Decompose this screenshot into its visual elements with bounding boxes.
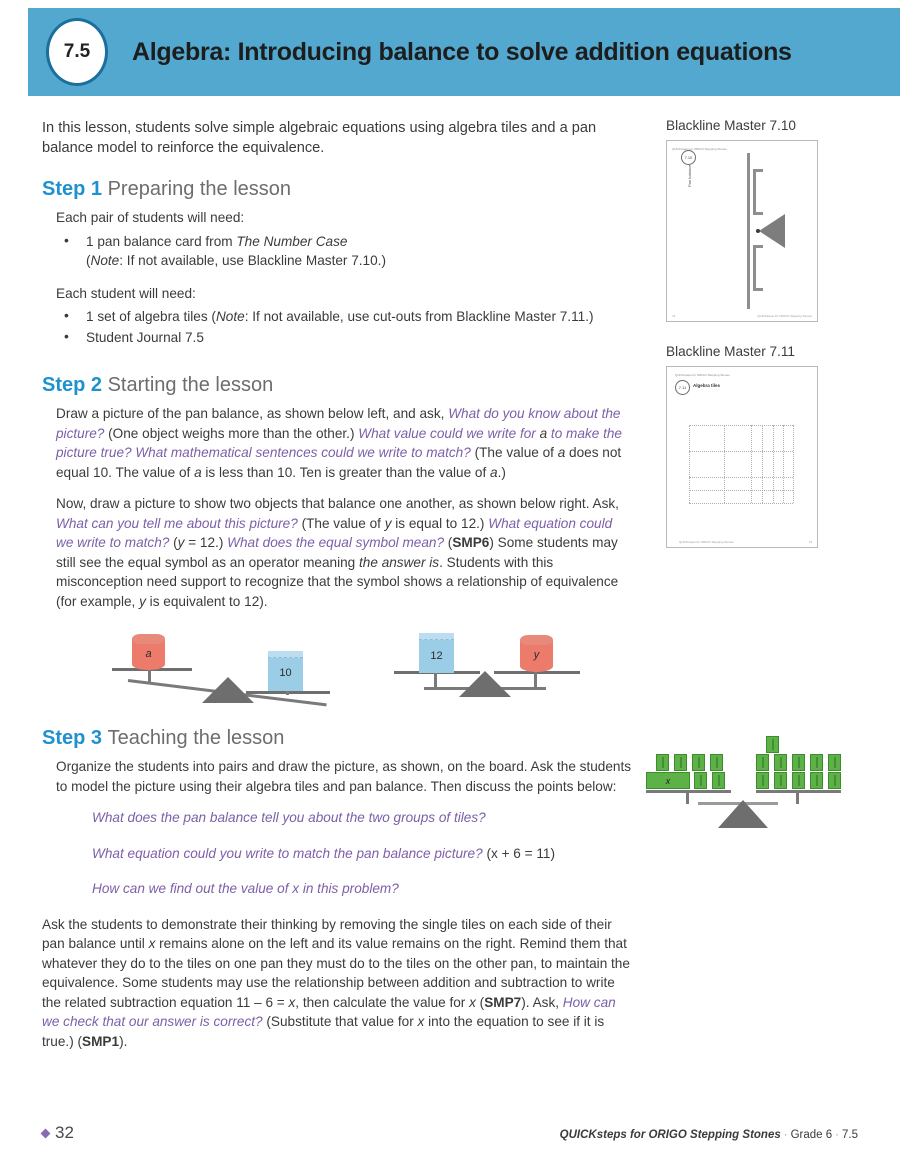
- separator: ·: [783, 1129, 788, 1141]
- lesson-number-text: 7.5: [63, 41, 91, 62]
- grid-line-h: [689, 503, 793, 504]
- text-run: ).: [119, 1033, 128, 1049]
- separator: ·: [835, 1129, 839, 1141]
- text-run: , then calculate the value for: [295, 994, 470, 1010]
- text-run: (: [444, 535, 453, 550]
- x-tile: [646, 772, 690, 789]
- blackline-master-7-10: [666, 118, 866, 322]
- balance-post-right: [796, 790, 799, 804]
- lesson-header: [28, 8, 900, 96]
- teacher-question: What equation could you write to match the pan balance picture?: [92, 845, 483, 861]
- teacher-question: How can we find out the value of x in this problem?: [92, 881, 399, 896]
- intro-paragraph: In this lesson, students solve simple algebraic equations using algebra tiles and a pan balance model to reinforce the equivalence.: [42, 120, 597, 156]
- cylinder-top: [132, 634, 165, 644]
- blackline-master-7-11: [666, 344, 866, 548]
- unit-tile: [828, 754, 841, 771]
- tiles-balance-figure: [638, 738, 838, 834]
- sheet-page-mark: 73: [672, 314, 676, 318]
- step-3-paragraph-2: [42, 915, 632, 1052]
- pair-requirements-heading: Each pair of students will need:: [56, 210, 245, 225]
- page-number: [42, 1123, 74, 1143]
- unit-tile: [756, 754, 769, 771]
- grid-line-v: [773, 425, 774, 503]
- sheet-footer: QUICKsteps for ORIGO Stepping Stones: [679, 540, 734, 544]
- object-box-10: [268, 651, 303, 691]
- grid-line-v: [724, 425, 725, 503]
- text-run: (The value of: [470, 445, 558, 460]
- object-label: a: [145, 648, 152, 660]
- note-word: Note: [90, 253, 120, 268]
- smp-tag: SMP7: [484, 994, 522, 1010]
- unit-tile: [656, 754, 669, 771]
- blackline-master-thumbnail[interactable]: [666, 366, 818, 548]
- worksheet-pivot-dot: [756, 229, 760, 233]
- unit-tile: [792, 772, 805, 789]
- object-cylinder-a: [132, 634, 165, 670]
- sheet-number-badge: [681, 150, 696, 165]
- unit-tile: [694, 772, 707, 789]
- variable-a: a: [539, 425, 548, 441]
- balance-fulcrum: [459, 671, 511, 697]
- grid-line-v: [762, 425, 763, 503]
- step-3-heading: [42, 727, 632, 750]
- balance-post-left: [686, 790, 689, 804]
- text-run: (: [169, 535, 178, 550]
- unit-tile: [774, 754, 787, 771]
- grid-line-v: [689, 425, 690, 503]
- sheet-corner-text: QUICKsteps for ORIGO Stepping Stones: [675, 373, 730, 377]
- tiles-balance-canvas: [638, 744, 838, 834]
- teacher-question: What does the equal symbol mean?: [227, 535, 445, 550]
- text-run: remains alone on the left and its value remains on the right. Remind them that whatever they do to the tiles on one pan they must do to the tiles on the other pan, to maintain the equivalence. Some students may use the relationship between addition and subtraction to write the related subtraction equation 11 – 6 =: [42, 936, 630, 1010]
- unit-tile: [810, 754, 823, 771]
- worksheet-fulcrum: [759, 214, 785, 248]
- blackline-master-label: Blackline Master 7.10: [666, 118, 796, 133]
- balance-fulcrum: [718, 800, 768, 828]
- student-requirements-heading: Each student will need:: [56, 285, 196, 301]
- variable-x: x: [469, 994, 476, 1010]
- text-run: is equal to 12.): [391, 515, 489, 531]
- balance-fulcrum: [202, 677, 254, 703]
- object-box-12: [419, 633, 454, 673]
- cylinder-top: [520, 635, 553, 645]
- discussion-point: [92, 844, 632, 864]
- text-run: . Students with this misconception need support to recognize that the symbol shows a relationship of equivalence (for example,: [56, 554, 619, 609]
- x-tile-label: x: [665, 775, 671, 786]
- text-run: (Substitute that value for: [262, 1014, 418, 1029]
- worksheet-pan-lower-lip2: [753, 288, 763, 291]
- variable-x: x: [417, 1014, 425, 1029]
- variable-y: y: [177, 535, 185, 550]
- list-item: [56, 232, 632, 271]
- note-word: Note: [215, 309, 245, 324]
- student-requirements-list: [56, 307, 632, 347]
- worksheet-pan-lower: [753, 245, 756, 291]
- text-run: is less than 10. Ten is greater than the value of: [201, 464, 491, 480]
- blackline-master-thumbnail[interactable]: [666, 140, 818, 322]
- text-run: does not equal 10. The value of: [56, 445, 622, 480]
- step-2-title: Starting the lesson: [107, 374, 274, 396]
- step-1-title: Preparing the lesson: [107, 178, 292, 200]
- grade-text: Grade 6: [790, 1129, 833, 1141]
- grid-line-v: [783, 425, 784, 503]
- variable-a: a: [557, 445, 566, 460]
- unit-tile: [792, 754, 805, 771]
- step-2-number: Step 2: [42, 374, 103, 396]
- variable-y: y: [139, 593, 146, 609]
- grid-line-h: [689, 425, 793, 426]
- text-run: .): [497, 464, 506, 480]
- text-run: Ask the students to demonstrate their thinking by removing the single tiles on each side of their pan balance until: [42, 916, 612, 951]
- balance-post-left: [434, 671, 437, 689]
- step-1-number: Step 1: [42, 178, 103, 200]
- box-top: [268, 651, 303, 658]
- unit-tile: [674, 754, 687, 771]
- step-3-number: Step 3: [42, 727, 103, 749]
- balance-figures: [42, 627, 632, 703]
- teacher-question: What do you know about the picture?: [56, 406, 621, 441]
- grid-line-h: [689, 451, 793, 452]
- page-title: Algebra: Introducing balance to solve addition equations: [132, 37, 792, 66]
- discussion-point: [92, 879, 632, 899]
- lesson-text: 7.5: [842, 1129, 858, 1141]
- smp-tag: SMP1: [82, 1033, 120, 1049]
- variable-a: a: [490, 464, 498, 480]
- teacher-question: What does the pan balance tell you about the two groups of tiles?: [92, 810, 486, 825]
- text-run: (One object weighs more than the other.): [104, 425, 359, 441]
- unit-tile: [756, 772, 769, 789]
- unit-tile: [692, 754, 705, 771]
- variable-x: x: [288, 994, 296, 1010]
- sheet-number-text: 7.10: [684, 155, 693, 160]
- bullet-italic: The Number Case: [236, 233, 348, 249]
- balance-post-left: [148, 668, 151, 682]
- grid-line-v: [751, 425, 752, 503]
- unit-tile: [712, 772, 725, 789]
- box-top: [419, 633, 454, 640]
- text-run: is equivalent to 12).: [145, 593, 268, 609]
- object-label: 10: [279, 667, 292, 679]
- item-pre: 1 set of algebra tiles (: [86, 309, 216, 324]
- bullet-subnote: [86, 251, 632, 271]
- unit-tile: [774, 772, 787, 789]
- step-2-paragraph-1: [56, 404, 632, 482]
- balance-post-right: [534, 671, 537, 689]
- teacher-question: What equation could we write to match?: [56, 515, 613, 550]
- sheet-footer: QUICKsteps for ORIGO Stepping Stones: [757, 314, 812, 318]
- grid-line-v: [793, 425, 794, 503]
- worksheet-pan-upper-lip: [753, 169, 763, 172]
- brand-text: QUICKsteps for ORIGO Stepping Stones: [559, 1129, 781, 1141]
- unit-tile: [828, 772, 841, 789]
- worksheet-beam: [747, 153, 750, 309]
- text-run: (The value of: [297, 515, 385, 531]
- text-run: ) Some students may still see the equal symbol as an operator meaning: [56, 535, 618, 570]
- list-item: [56, 328, 632, 348]
- step-3-title: Teaching the lesson: [107, 727, 285, 749]
- step-2-paragraph-2: [56, 494, 632, 611]
- worksheet-pan-upper: [753, 169, 756, 215]
- unit-tile: [810, 772, 823, 789]
- spacer: [666, 322, 866, 344]
- text-run: Now, draw a picture to show two objects that balance one another, as shown below right. Ask,: [56, 496, 619, 511]
- smp-tag: SMP6: [452, 535, 490, 550]
- text-run: into the equation to see if it is true.) (: [42, 1014, 605, 1049]
- sheet-number-badge: [675, 380, 690, 395]
- paren-open: (: [86, 253, 91, 268]
- pair-requirements-list: [56, 232, 632, 271]
- answer-text: (x + 6 = 11): [482, 845, 555, 861]
- sheet-title: Algebra tiles: [693, 383, 721, 388]
- variable-x: x: [148, 936, 156, 951]
- diamond-icon: [41, 1129, 51, 1139]
- page-number-text: 32: [55, 1123, 74, 1142]
- discussion-points: [92, 808, 632, 899]
- balance-figure-level: [372, 627, 622, 703]
- object-cylinder-y: [520, 635, 553, 672]
- text-run: ). Ask,: [521, 994, 563, 1010]
- text-run: = 12.): [184, 535, 228, 550]
- bullet-lead: 1 pan balance card from: [86, 233, 237, 249]
- unit-tile: [766, 736, 779, 753]
- step-1-heading: [42, 178, 632, 201]
- item-pre: Student Journal 7.5: [86, 329, 204, 345]
- item-post: : If not available, use cut-outs from Blackline Master 7.11.): [244, 309, 594, 324]
- object-label: y: [533, 649, 540, 661]
- sheet-number-text: 7.11: [678, 385, 687, 390]
- sheet-corner-text: QUICKsteps for ORIGO Stepping Stones: [672, 147, 727, 151]
- teacher-question: What value could we write for: [358, 425, 540, 441]
- algebra-tiles-grid: [689, 425, 793, 503]
- unit-tile: [710, 754, 723, 771]
- teacher-question: to make the picture true? What mathematical sentences could we write to match?: [56, 425, 622, 460]
- teacher-question: What can you tell me about this picture?: [56, 515, 298, 531]
- lesson-number-badge: [46, 18, 108, 86]
- spacer: [42, 705, 632, 727]
- grid-line-h: [689, 477, 793, 478]
- sheet-title: Pan balance: [687, 164, 692, 187]
- spacer: [42, 360, 632, 374]
- note-rest: : If not available, use Blackline Master 7.10.): [119, 253, 386, 268]
- page-footer: [42, 1121, 858, 1143]
- discussion-point: [92, 808, 632, 828]
- variable-a: a: [194, 464, 202, 480]
- step-2-heading: [42, 374, 632, 397]
- text-run: (: [475, 994, 485, 1010]
- blackline-master-label: Blackline Master 7.11: [666, 344, 795, 359]
- object-label: 12: [430, 650, 443, 662]
- text-run: Draw a picture of the pan balance, as shown below left, and ask,: [56, 406, 449, 421]
- sidebar-resources: [665, 118, 866, 786]
- balance-figure-tilted: [110, 627, 360, 703]
- grid-line-h: [689, 490, 793, 491]
- step-3-paragraph-1: Organize the students into pairs and draw the picture, as shown, on the board. Ask the students to model the picture using their algebra tiles and pan balance. Then discuss the points below:: [56, 759, 632, 794]
- main-content: [42, 118, 632, 1063]
- footer-attribution: [560, 1129, 858, 1141]
- teacher-question: How can we check that our answer is correct?: [42, 994, 616, 1029]
- emphasis-phrase: the answer is: [359, 554, 440, 570]
- list-item: [56, 307, 632, 327]
- sheet-page-mark: 74: [808, 540, 812, 544]
- variable-y: y: [384, 515, 392, 531]
